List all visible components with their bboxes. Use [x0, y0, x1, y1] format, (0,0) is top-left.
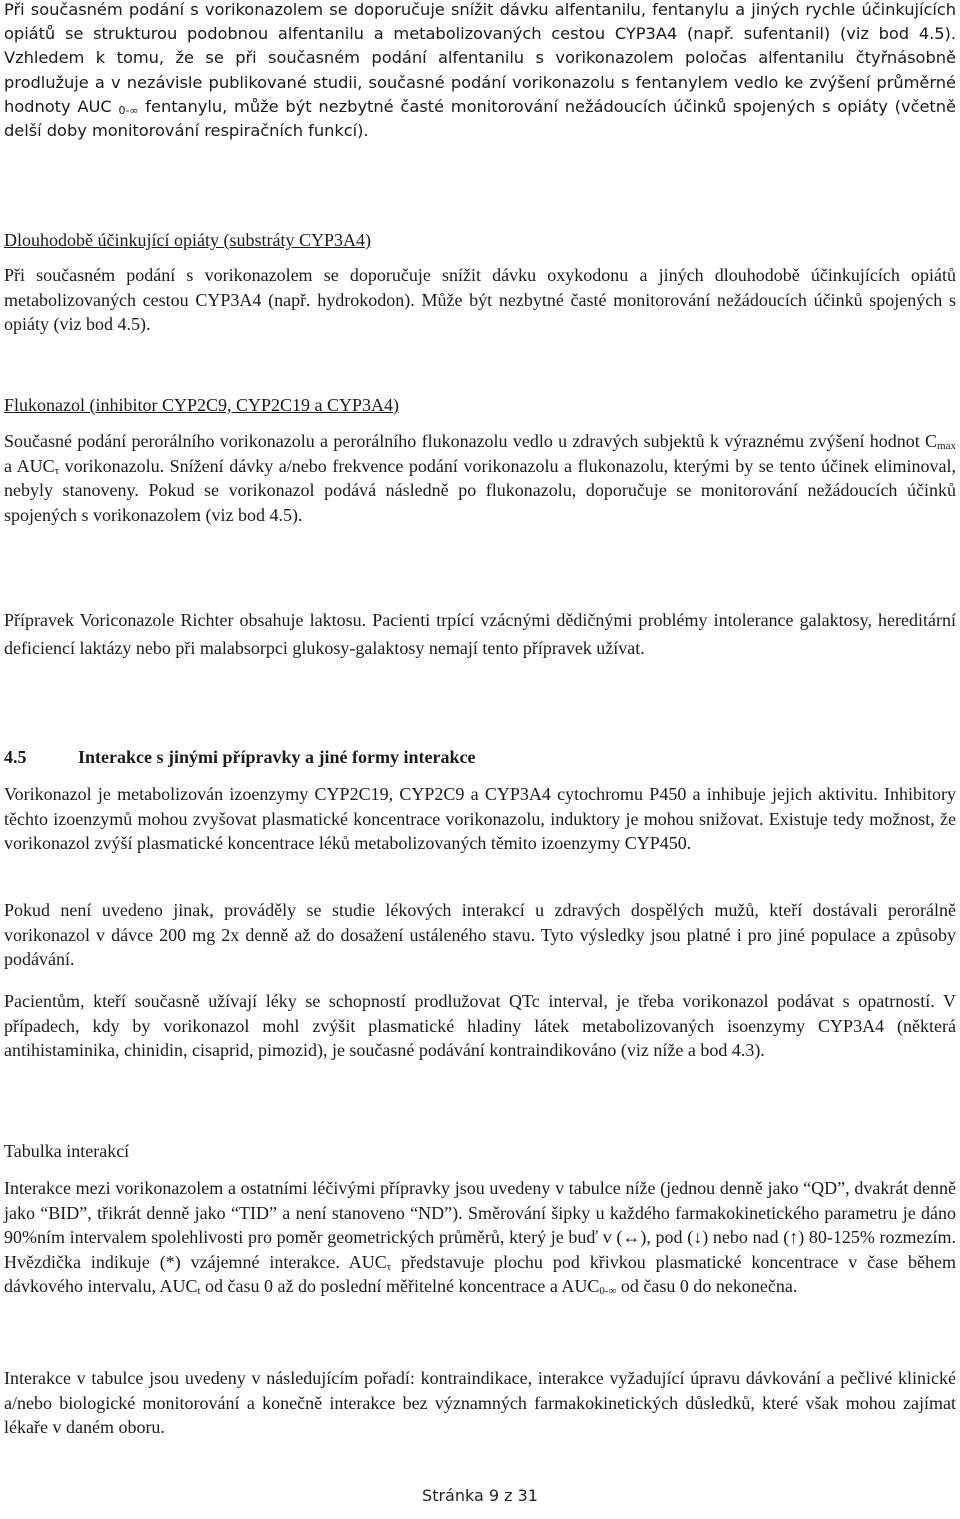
section-4-5-title: [4, 745, 475, 769]
paragraph-qtc: Pacientům, kteří současně užívají léky se schopností prodlužovat QTc interval, je třeba vorikonazol podávat s opatrností. V případech, kdy by vorikonazol mohl zvýšit plasmatické hladiny látek metabolizovaných isoenzymy CYP3A4 (některá antihistaminika, chinidin, cisaprid, pimozid), je současné podávání kontraindikováno (viz níže a bod 4.3).: [4, 991, 956, 1061]
page-footer: Stránka 9 z 31: [422, 1486, 538, 1505]
paragraph-long-opiates: [4, 263, 956, 337]
section-number: 4.5: [4, 747, 27, 767]
paragraph-metabolism: Vorikonazol je metabolizován izoenzymy CYP2C19, CYP2C9 a CYP3A4 cytochromu P450 a inhibuje jejich aktivitu. Inhibitory těchto izoenzymů mohou zvyšovat plasmatické koncentrace vorikonazolu, induktory je mohou snižovat. Existuje tedy možnost, že vorikonazol zvýší plasmatické koncentrace léků metabolizovaných těmito izoenzymy CYP450.: [4, 784, 956, 854]
paragraph-table-order: Interakce v tabulce jsou uvedeny v následujícím pořadí: kontraindikace, interakce vyžadující úpravu dávkování a pečlivé klinické a/nebo biologické monitorování a konečně interakce bez významných farmakokinetických důsledků, které však mohou zajímat lékaře v daném oboru.: [4, 1368, 956, 1438]
alfentanil-text-a: Při současném podání s vorikonazolem se doporučuje snížit dávku alfentanilu, fentanylu a jiných rychle účinkujících opiátů se strukturou podobnou alfentanilu a metabolizovaných cestou CYP3A4 (např. sufentanil) (viz bod 4.5).: [4, 0, 956, 44]
paragraph-lactose: [4, 606, 956, 662]
alfentanil-text-b: Vzhledem k tomu, že se při současném podání alfentanilu s vorikonazolem poločas alfentanilu čtyřnásobně prodlužuje a v nezávisle publikované studii, současné podání vorikonazolu s fentanylem vedlo ke zvýšení průměrné hodnoty AUC: [4, 48, 956, 116]
fluconazole-text-c: vorikonazolu. Snížení dávky a/nebo frekvence podání vorikonazolu a flukonazolu, kterými by se tento účinek eliminoval, nebyly stanoveny. Pokud se vorikonazol podává následně po flukonazolu, doporučuje se monitorování nežádoucích účinků spojených s vorikonazolem (viz bod 4.5).: [4, 455, 957, 525]
alfentanil-text-c: fentanylu, může být nezbytné časté monitorování nežádoucích účinků spojených s opiáty (včetně delší doby monitorování respiračních funkcí).: [4, 96, 957, 141]
lactose-text-b: Pacienti trpící vzácnými dědičnými problémy intolerance galaktosy, hereditární deficiencí laktázy nebo při malabsorpci glukosy-galaktosy nemají tento přípravek užívat.: [4, 610, 956, 658]
long-opiates-text-a: Při současném podání s vorikonazolem se doporučuje snížit dávku oxykodonu a jiných dlouhodobě účinkujících opiátů metabolizovaných cestou CYP3A4 (např. hydrokodon).: [4, 265, 956, 310]
long-opiates-text-b: Může být nezbytné časté monitorování nežádoucích účinků spojených s opiáty (viz bod 4.5).: [4, 289, 956, 335]
heading-fluconazole: Flukonazol (inhibitor CYP2C9, CYP2C19 a CYP3A4): [4, 395, 400, 415]
fluconazole-text-b: a AUC: [4, 455, 55, 476]
lactose-text-a: Přípravek Voriconazole Richter obsahuje laktosu.: [4, 610, 373, 630]
heading-interaction-table: Tabulka interakcí: [4, 1141, 130, 1161]
auc-tau-subscript: τ: [54, 464, 60, 477]
legend-inf-subscript: 0-∞: [599, 1285, 617, 1298]
legend-text-c: od času 0 až do poslední měřitelné koncentrace a AUC: [200, 1276, 600, 1297]
legend-text-d: od času 0 do nekonečna.: [616, 1276, 798, 1297]
legend-tau-subscript: τ: [386, 1260, 392, 1273]
cmax-subscript: max: [937, 440, 956, 452]
paragraph-studies: Pokud není uvedeno jinak, prováděly se studie lékových interakcí u zdravých dospělých mužů, kteří dostávali perorálně vorikonazol v dávce 200 mg 2x denně až do dosažení ustáleného stavu. Tyto výsledky jsou platné i pro jiné populace a způsoby podávání.: [4, 900, 956, 970]
legend-text-b: představuje plochu pod křivkou plasmatické koncentrace v čase během dávkového intervalu, AUC: [4, 1251, 956, 1297]
section-title-text: Interakce s jinými přípravky a jiné formy interakce: [78, 747, 476, 767]
heading-long-opiates: Dlouhodobě účinkující opiáty (substráty CYP3A4): [4, 230, 371, 250]
paragraph-fluconazole: [4, 429, 956, 527]
legend-text-a: Interakce mezi vorikonazolem a ostatními léčivými přípravky jsou uvedeny v tabulce níže (jednou denně jako “QD”, dvakrát denně jako “BID”, třikrát denně jako “TID” a není stanoveno “ND”). Směrování šipky u každého farmakokinetického parametru je dáno 90%ním intervalem spolehlivosti pro poměr geometrických průměrů, který je buď v (↔), pod (↓) nebo nad (↑) 80-125% rozmezím. Hvězdička indikuje (*) vzájemné interakce. AUC: [4, 1178, 956, 1272]
fluconazole-text-a: Současné podání perorálního vorikonazolu a perorálního flukonazolu vedlo u zdravých subjektů k výraznému zvýšení hodnot C: [4, 431, 938, 451]
paragraph-alfentanil: [4, 0, 956, 143]
legend-t-subscript: t: [197, 1285, 201, 1298]
auc-subscript: 0-∞: [118, 103, 139, 117]
paragraph-table-legend: [4, 1176, 956, 1299]
